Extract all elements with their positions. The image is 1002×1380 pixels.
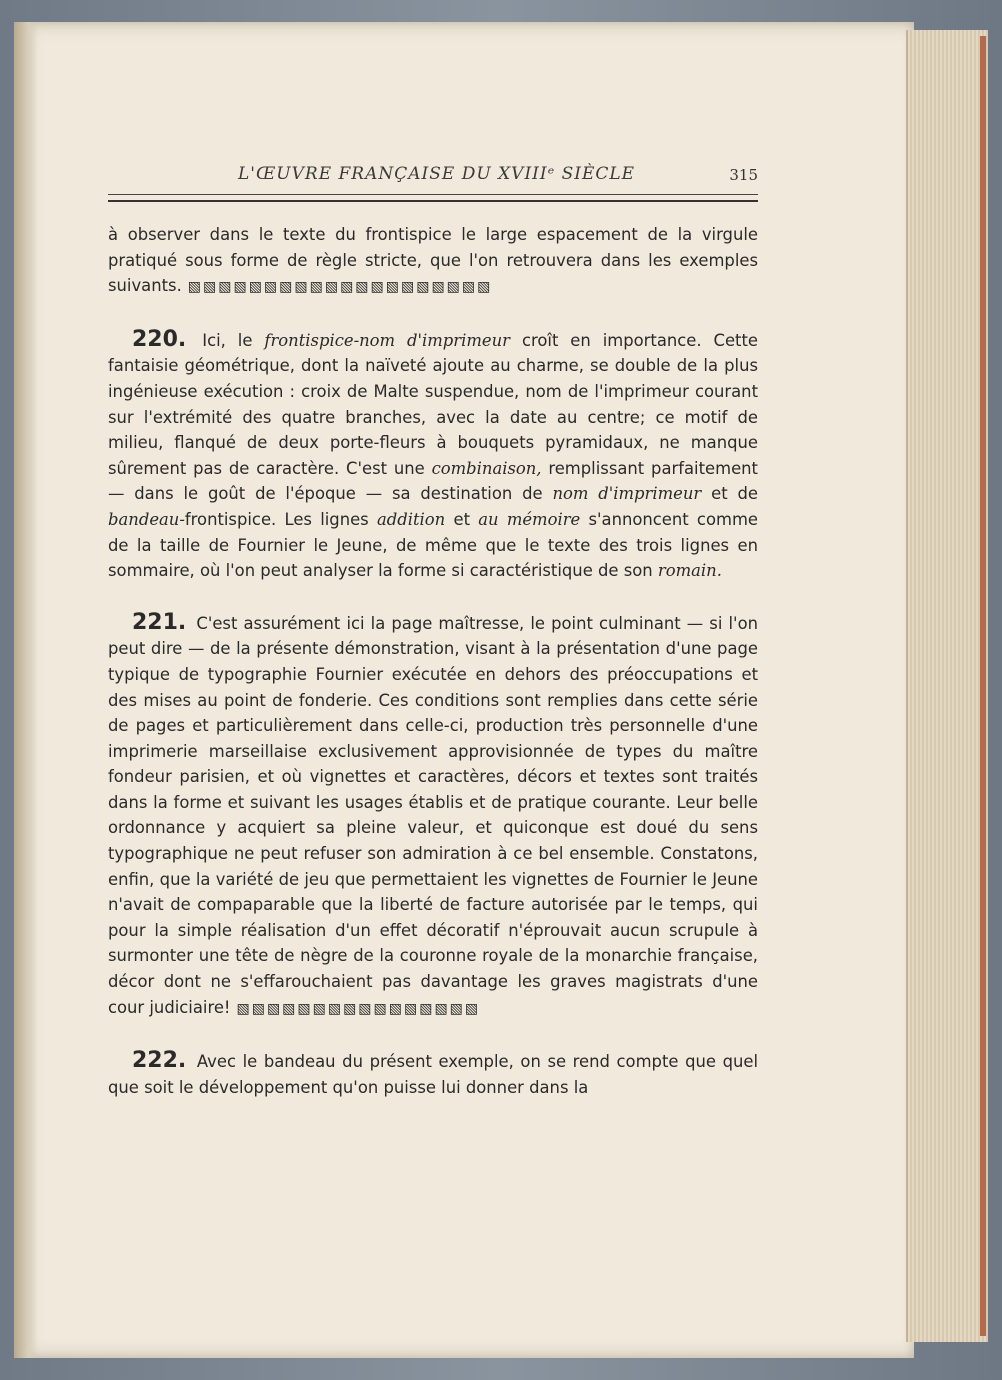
paragraph-text: C'est assurément ici la page maîtresse, le point culminant — si l'on peut dire — de la présente démonstration, visant à la présentation d'une page typique de typographie Fournier exécutée en dehors des préoccupations et des mises au point de fonderie. Ces conditions sont remplies dans cette série de pages et particulièrement dans celle-ci, production très personnelle d'une imprimerie marseillaise exclusivement approvisionnée de types du maître fondeur parisien, et où vignettes et caractères, décors et textes sont traités dans la forme et suivant les usages établis et de pratique courante. Leur belle ordonnance y acquiert sa pleine valeur, et quiconque est doué du sens typographique ne peut refuser son admiration à ce bel ensemble. Constatons, enfin, que la variété de jeu que permettaient les vignettes de Fournier le Jeune n'avait de compaparable que la liberté de facture autorisée par le temps, qui pour la simple réalisation d'un effet décoratif n'éprouvait aucun scrupule à surmonter une tête de nègre de la couronne royale de la monarchie française, décor dont ne s'effarouchaient pas davantage les graves magistrats d'une cour judiciaire! [108,613,758,1017]
running-header [108,160,758,190]
paragraph-220: 220. Ici, le frontispice-nom d'imprimeur croît en importance. Cette fantaisie géométrique, dont la naïveté ajoute au charme, se double de la plus ingénieuse exécution : croix de Malte suspendue, nom de l'imprimeur courant sur l'extrémité des quatre branches, avec la date au centre; ce motif de milieu, flanqué de deux porte-fleurs à bouquets pyramidaux, ne manque sûrement pas de caractère. C'est une combinaison, remplissant parfaitement — dans le goût de l'époque — sa destination de nom d'imprimeur et de bandeau-frontispice. Les lignes addition et au mémoire s'annoncent comme de la taille de Fournier le Jeune, de même que le texte des trois lignes en sommaire, où l'on peut analyser la forme si caractéristique de son romain. [108,326,758,581]
paragraph-number: 222. [132,1048,187,1074]
paragraph-continued [108,222,758,301]
page-edge-stain [980,36,986,1336]
paragraph-text: Avec le bandeau du présent exemple, on se rend compte que quel que soit le développement qu'on puisse lui donner dans la [108,1052,758,1097]
paragraph-222 [108,1048,758,1100]
ornament-row: ▧▧▧▧▧▧▧▧▧▧▧▧▧▧▧▧▧▧▧▧ [187,279,493,296]
header-rule-thin [108,194,758,195]
body-text [108,222,758,1100]
page-edges [906,30,988,1342]
paragraph-number: 220. [132,326,187,352]
page-number: 315 [729,166,758,184]
ornament-row: ▧▧▧▧▧▧▧▧▧▧▧▧▧▧▧▧ [236,1000,481,1017]
header-rule-thick [108,200,758,202]
running-title: L'ŒUVRE FRANÇAISE DU XVIIIᵉ SIÈCLE [238,164,636,184]
paragraph-221 [108,610,758,1023]
paragraph-number: 221. [132,609,187,635]
paragraph-text: à observer dans le texte du frontispice le large espacement de la virgule pratiqué sous forme de règle stricte, que l'on retrouvera dans les exemples suivants. [108,225,758,296]
page-gutter [14,22,38,1358]
